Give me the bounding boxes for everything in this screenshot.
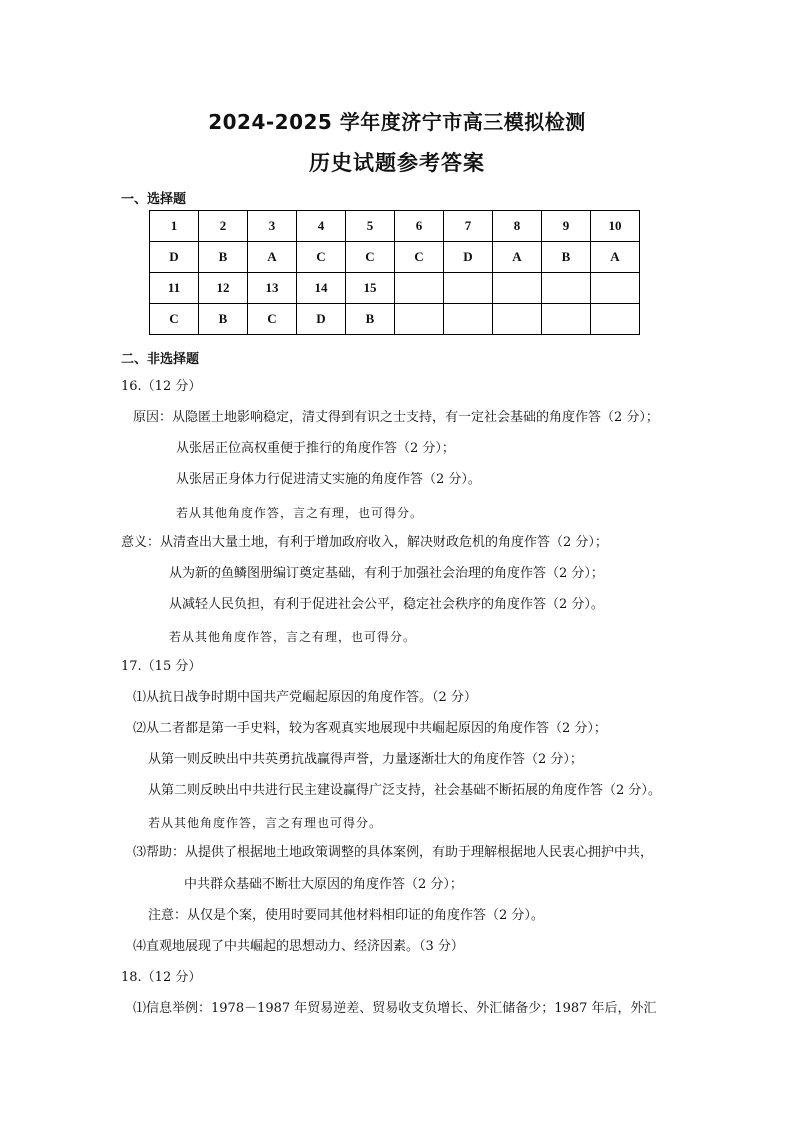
grading-note: 若从其他角度作答，言之有理也可得分。 [148, 816, 383, 830]
table-row [150, 211, 640, 242]
answer-table [149, 210, 640, 335]
answer-line: 从张居正身体力行促进清丈实施的角度作答（2 分）。 [176, 472, 481, 487]
table-cell [444, 304, 493, 335]
page-subtitle: 历史试题参考答案 [309, 151, 485, 175]
table-cell: C [297, 242, 346, 273]
answer-line: ⑴从抗日战争时期中国共产党崛起原因的角度作答。（2 分） [133, 690, 477, 705]
table-row [150, 242, 640, 273]
table-cell: D [150, 242, 199, 273]
answer-line: 从张居正位高权重便于推行的角度作答（2 分）； [176, 441, 455, 456]
question-16-header: 16.（12 分） [121, 379, 202, 394]
table-cell [493, 304, 542, 335]
table-cell: A [248, 242, 297, 273]
table-cell [591, 304, 640, 335]
table-cell [591, 273, 640, 304]
table-cell: 4 [297, 211, 346, 242]
table-cell: A [591, 242, 640, 273]
table-cell: 8 [493, 211, 542, 242]
table-cell: B [542, 242, 591, 273]
answer-line: ⑴信息举例：1978－1987 年贸易逆差、贸易收支负增长、外汇储备少；1987 年后，外汇 [133, 1001, 657, 1016]
table-cell: A [493, 242, 542, 273]
answer-line: 意义：从清查出大量土地，有利于增加政府收入，解决财政危机的角度作答（2 分）； [121, 535, 608, 550]
table-cell: C [346, 242, 395, 273]
table-cell: 1 [150, 211, 199, 242]
grading-note: 若从其他角度作答，言之有理，也可得分。 [176, 506, 424, 520]
answer-line: 从第一则反映出中共英勇抗战赢得声誉，力量逐渐壮大的角度作答（2 分）； [148, 752, 583, 767]
table-cell: 9 [542, 211, 591, 242]
table-cell: 12 [199, 273, 248, 304]
table-cell: 5 [346, 211, 395, 242]
table-cell [542, 304, 591, 335]
answer-line: ⑶帮助：从提供了根据地土地政策调整的具体案例，有助于理解根据地人民衷心拥护中共， [133, 845, 654, 860]
section-heading-nonchoice: 二、非选择题 [121, 352, 200, 367]
table-cell: 11 [150, 273, 199, 304]
answer-line: 中共群众基础不断壮大原因的角度作答（2 分）； [184, 877, 463, 892]
answer-line: ⑷直观地展现了中共崛起的思想动力、经济因素。（3 分） [133, 939, 464, 954]
table-cell: 6 [395, 211, 444, 242]
table-cell: 13 [248, 273, 297, 304]
answer-line: 从减轻人民负担，有利于促进社会公平，稳定社会秩序的角度作答（2 分）。 [169, 597, 604, 612]
table-cell: 15 [346, 273, 395, 304]
question-17-header: 17.（15 分） [121, 659, 202, 674]
question-18-header: 18.（12 分） [121, 970, 202, 985]
table-cell [395, 273, 444, 304]
table-cell: B [346, 304, 395, 335]
table-cell: B [199, 242, 248, 273]
table-cell: 7 [444, 211, 493, 242]
table-cell: D [444, 242, 493, 273]
table-cell [444, 273, 493, 304]
page-title: 2024-2025 学年度济宁市高三模拟检测 [208, 110, 586, 134]
table-cell: D [297, 304, 346, 335]
answer-line: ⑵从二者都是第一手史料，较为客观真实地展现中共崛起原因的角度作答（2 分）； [133, 721, 607, 736]
table-cell: B [199, 304, 248, 335]
table-cell: 10 [591, 211, 640, 242]
grading-note: 若从其他角度作答，言之有理，也可得分。 [169, 630, 417, 644]
table-cell [542, 273, 591, 304]
table-cell: 14 [297, 273, 346, 304]
answer-line: 注意：从仅是个案，使用时要同其他材料相印证的角度作答（2 分）。 [148, 908, 544, 923]
table-row [150, 273, 640, 304]
answer-line: 从为新的鱼鳞图册编订奠定基础，有利于加强社会治理的角度作答（2 分）； [169, 566, 604, 581]
table-cell: 2 [199, 211, 248, 242]
answer-line: 原因：从隐匿土地影响稳定，清丈得到有识之士支持，有一定社会基础的角度作答（2 分）； [133, 410, 659, 425]
table-cell [395, 304, 444, 335]
table-cell: C [150, 304, 199, 335]
table-cell: 3 [248, 211, 297, 242]
table-cell: C [248, 304, 297, 335]
table-row [150, 304, 640, 335]
table-cell: C [395, 242, 444, 273]
table-cell [493, 273, 542, 304]
section-heading-choice: 一、选择题 [121, 192, 187, 207]
answer-line: 从第二则反映出中共进行民主建设赢得广泛支持，社会基础不断拓展的角度作答（2 分）。 [148, 783, 661, 798]
